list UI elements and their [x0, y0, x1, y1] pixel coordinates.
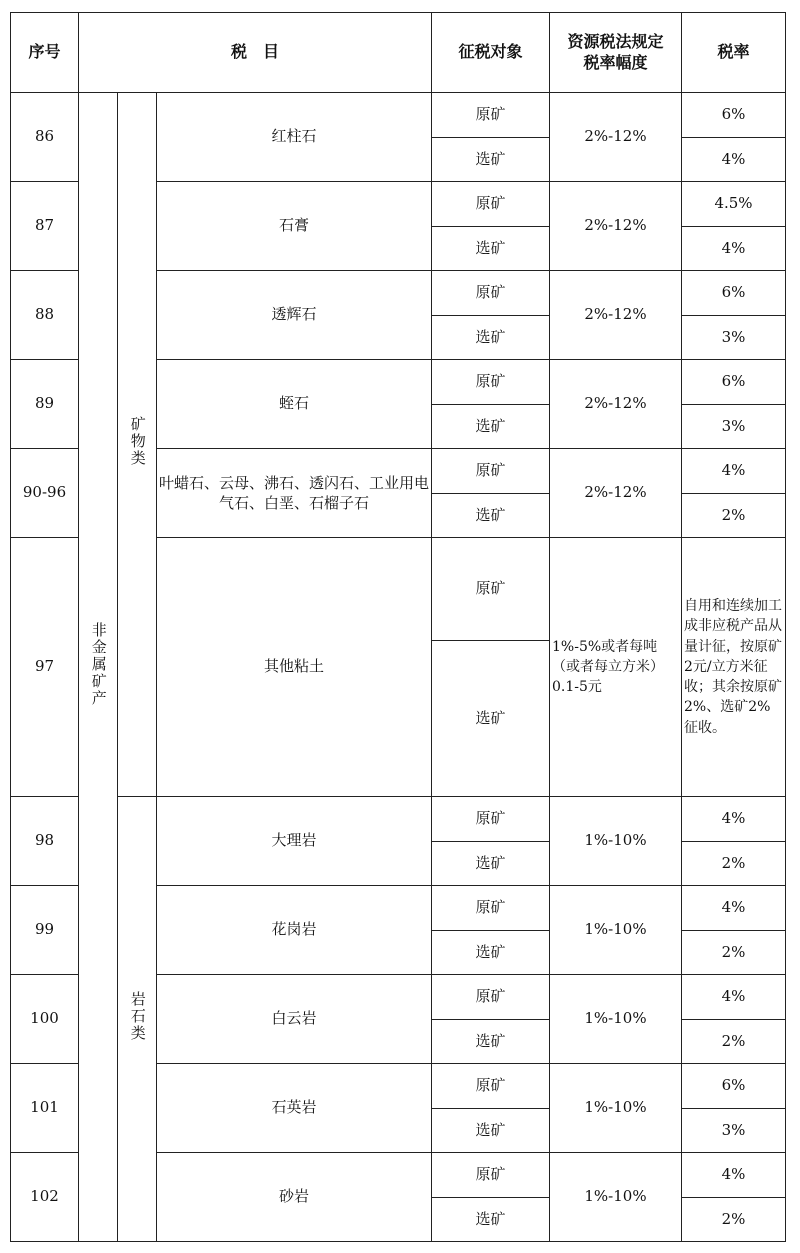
row-range: 2%-12%	[550, 360, 682, 449]
row-no: 102	[11, 1153, 79, 1242]
row-no: 100	[11, 975, 79, 1064]
row-rate-dressed: 3%	[682, 405, 786, 449]
row-rate-raw: 4%	[682, 797, 786, 842]
row-item: 红柱石	[157, 93, 432, 182]
row-rate-dressed: 2%	[682, 842, 786, 886]
row-object-raw: 原矿	[432, 93, 550, 138]
header-row	[11, 13, 786, 93]
table-row	[11, 797, 786, 842]
row-item: 石膏	[157, 182, 432, 271]
group-minerals-label: 矿物类	[128, 416, 147, 468]
row-range: 2%-12%	[550, 93, 682, 182]
header-range-line2: 税率幅度	[583, 52, 648, 72]
row-object-dressed: 选矿	[432, 641, 550, 797]
row-object-dressed: 选矿	[432, 227, 550, 271]
row-object-raw: 原矿	[432, 975, 550, 1020]
row-object-dressed: 选矿	[432, 1020, 550, 1064]
row-no: 97	[11, 538, 79, 797]
row-range: 1%-10%	[550, 797, 682, 886]
row-range: 2%-12%	[550, 449, 682, 538]
row-rate-dressed: 4%	[682, 138, 786, 182]
row-range: 1%-5%或者每吨（或者每立方米）0.1-5元	[550, 538, 682, 797]
row-rate-raw: 4%	[682, 975, 786, 1020]
group-rocks-cell	[118, 797, 157, 1242]
row-rate-raw: 4%	[682, 1153, 786, 1198]
row-rate-dressed: 3%	[682, 1109, 786, 1153]
row-item: 大理岩	[157, 797, 432, 886]
row-item: 砂岩	[157, 1153, 432, 1242]
row-object-dressed: 选矿	[432, 316, 550, 360]
row-rate-dressed: 2%	[682, 494, 786, 538]
row-object-raw: 原矿	[432, 449, 550, 494]
row-object-dressed: 选矿	[432, 494, 550, 538]
row-object-raw: 原矿	[432, 1064, 550, 1109]
row-object-dressed: 选矿	[432, 842, 550, 886]
row-range: 2%-12%	[550, 271, 682, 360]
row-rate-dressed: 2%	[682, 1020, 786, 1064]
category-label: 非金属矿产	[89, 621, 108, 707]
row-no: 89	[11, 360, 79, 449]
row-rate-raw: 4%	[682, 886, 786, 931]
row-no: 98	[11, 797, 79, 886]
row-object-raw: 原矿	[432, 271, 550, 316]
row-object-raw: 原矿	[432, 182, 550, 227]
row-no: 99	[11, 886, 79, 975]
row-rate-dressed: 4%	[682, 227, 786, 271]
header-range	[550, 13, 682, 93]
row-item: 花岗岩	[157, 886, 432, 975]
group-minerals-cell	[118, 93, 157, 797]
row-no: 87	[11, 182, 79, 271]
row-range: 1%-10%	[550, 886, 682, 975]
header-rate: 税率	[682, 13, 786, 93]
row-rate-raw: 6%	[682, 271, 786, 316]
row-item: 叶蜡石、云母、沸石、透闪石、工业用电气石、白垩、石榴子石	[157, 449, 432, 538]
row-object-dressed: 选矿	[432, 1198, 550, 1242]
row-rate-raw: 4%	[682, 449, 786, 494]
row-object-raw: 原矿	[432, 538, 550, 641]
row-item: 蛭石	[157, 360, 432, 449]
row-object-raw: 原矿	[432, 797, 550, 842]
category-cell	[79, 93, 118, 1242]
row-range: 2%-12%	[550, 182, 682, 271]
row-object-dressed: 选矿	[432, 1109, 550, 1153]
row-object-dressed: 选矿	[432, 138, 550, 182]
row-object-raw: 原矿	[432, 360, 550, 405]
header-range-line1: 资源税法规定	[567, 31, 664, 51]
row-no: 88	[11, 271, 79, 360]
row-range: 1%-10%	[550, 1064, 682, 1153]
row-no: 86	[11, 93, 79, 182]
row-no: 101	[11, 1064, 79, 1153]
row-rate-raw: 6%	[682, 360, 786, 405]
row-range: 1%-10%	[550, 975, 682, 1064]
row-rate-raw: 6%	[682, 1064, 786, 1109]
header-no: 序号	[11, 13, 79, 93]
row-range: 1%-10%	[550, 1153, 682, 1242]
row-item: 白云岩	[157, 975, 432, 1064]
row-object-raw: 原矿	[432, 886, 550, 931]
group-rocks-label: 岩石类	[128, 990, 147, 1042]
header-object: 征税对象	[432, 13, 550, 93]
row-rate-raw: 6%	[682, 93, 786, 138]
row-item: 石英岩	[157, 1064, 432, 1153]
row-object-raw: 原矿	[432, 1153, 550, 1198]
row-rate-dressed: 2%	[682, 931, 786, 975]
tax-rate-table	[10, 12, 786, 1242]
row-item: 其他粘土	[157, 538, 432, 797]
table-row	[11, 93, 786, 138]
row-rate-dressed: 3%	[682, 316, 786, 360]
row-item: 透辉石	[157, 271, 432, 360]
row-rate-note: 自用和连续加工成非应税产品从量计征，按原矿2元/立方米征收；其余按原矿2%、选矿2%征收。	[682, 538, 786, 797]
row-no: 90-96	[11, 449, 79, 538]
row-rate-dressed: 2%	[682, 1198, 786, 1242]
row-object-dressed: 选矿	[432, 931, 550, 975]
row-rate-raw: 4.5%	[682, 182, 786, 227]
row-object-dressed: 选矿	[432, 405, 550, 449]
header-item: 税 目	[79, 13, 432, 93]
